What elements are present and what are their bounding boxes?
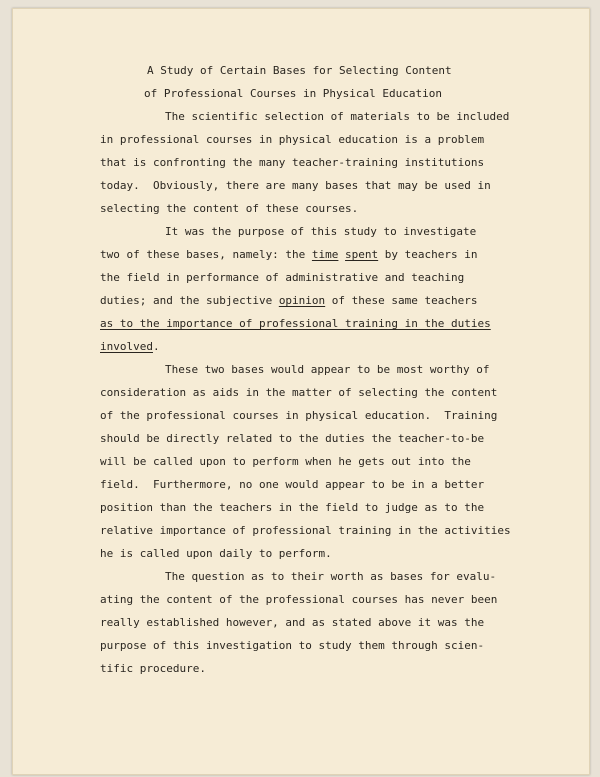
text-run: duties; and the subjective (100, 294, 279, 307)
paragraph-3-line-2: consideration as aids in the matter of selecting the content (100, 386, 498, 399)
underlined-phrase-time: time (311, 248, 339, 261)
paragraph-1-line-4: today. Obviously, there are many bases that may be used in (100, 179, 491, 192)
paragraph-1-line-5: selecting the content of these courses. (100, 202, 359, 215)
underlined-phrase-spent: spent (345, 248, 379, 261)
underlined-phrase-opinion: opinion (278, 294, 326, 307)
paragraph-4-line-3: really established however, and as stated above it was the (100, 616, 485, 629)
paragraph-4-line-2: ating the content of the professional courses has never been (100, 593, 498, 606)
paragraph-3-line-5: will be called upon to perform when he gets out into the (100, 455, 471, 468)
paragraph-3-line-3: of the professional courses in physical education. Training (100, 409, 498, 422)
text-run: of these same teachers (325, 294, 478, 307)
paragraph-4-line-4: purpose of this investigation to study them through scien- (100, 639, 485, 652)
paragraph-1-line-3: that is confronting the many teacher-training institutions (100, 156, 485, 169)
paragraph-4-line-1: The question as to their worth as bases for evalu- (165, 570, 497, 583)
paragraph-3-line-1: These two bases would appear to be most worthy of (165, 363, 490, 376)
text-run: . (152, 340, 160, 353)
text-run: by teachers in (378, 248, 478, 261)
paragraph-2-line-4 (100, 294, 478, 308)
paragraph-2-line-1: It was the purpose of this study to investigate (165, 225, 477, 238)
paragraph-2-line-2 (100, 248, 478, 262)
document-title-line-1: A Study of Certain Bases for Selecting Content (147, 64, 452, 77)
paragraph-2-line-3: the field in performance of administrative and teaching (100, 271, 465, 284)
paragraph-4-line-5: tific procedure. (100, 662, 206, 675)
paragraph-2-line-5: as to the importance of professional training in the duties (100, 317, 491, 330)
text-run: two of these bases, namely: the (100, 248, 312, 261)
paragraph-1-line-1: The scientific selection of materials to be included (165, 110, 510, 123)
document-title-line-2: of Professional Courses in Physical Education (144, 87, 443, 100)
paragraph-3-line-6: field. Furthermore, no one would appear to be in a better (100, 478, 485, 491)
paragraph-3-line-9: he is called upon daily to perform. (100, 547, 332, 560)
underlined-phrase-involved: involved (100, 340, 153, 353)
paragraph-2-line-6 (100, 340, 160, 354)
paragraph-3-line-4: should be directly related to the duties the teacher-to-be (100, 432, 485, 445)
paragraph-3-line-8: relative importance of professional training in the activities (100, 524, 511, 537)
paragraph-1-line-2: in professional courses in physical education is a problem (100, 133, 485, 146)
paragraph-3-line-7: position than the teachers in the field to judge as to the (100, 501, 485, 514)
